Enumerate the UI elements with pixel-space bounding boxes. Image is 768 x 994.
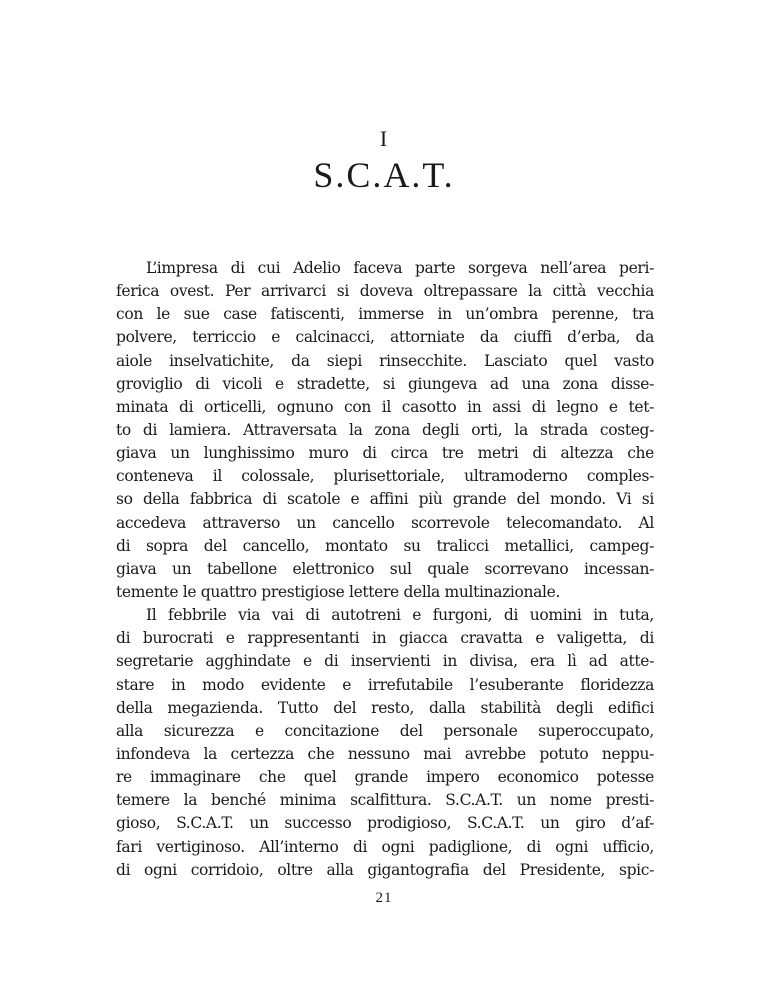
text-line: con le sue case fatiscenti, immerse in un’ombra perenne, tra — [116, 305, 654, 324]
page-number: 21 — [375, 890, 393, 906]
text-line: fari vertiginoso. All’interno di ogni padiglione, di ogni ufficio, — [116, 837, 654, 856]
text-line: temente le quattro prestigiose lettere della multinazionale. — [116, 582, 561, 601]
text-line: minata di orticelli, ognuno con il casotto in assi di legno e tet- — [116, 397, 654, 416]
chapter-number: I — [379, 126, 389, 151]
text-line: della megazienda. Tutto del resto, dalla stabilità degli edifici — [116, 698, 654, 717]
paragraph-1 — [116, 257, 654, 604]
text-line: groviglio di vicoli e stradette, si giungeva ad una zona disse- — [116, 374, 654, 393]
text-line: giava un lunghissimo muro di circa tre metri di altezza che — [116, 444, 654, 463]
text-line: infondeva la certezza che nessuno mai avrebbe potuto neppu- — [116, 744, 654, 763]
text-line: di ogni corridoio, oltre alla gigantografia del Presidente, spic- — [116, 860, 654, 879]
text-line: ferica ovest. Per arrivarci si doveva oltrepassare la città vecchia — [116, 282, 654, 301]
text-line: polvere, terriccio e calcinacci, attorniate da ciuffi d’erba, da — [116, 328, 654, 347]
text-line: segretarie agghindate e di inservienti in divisa, era lì ad atte- — [116, 652, 654, 671]
text-line: accedeva attraverso un cancello scorrevole telecomandato. Al — [116, 513, 654, 532]
text-line: aiole inselvatichite, da siepi rinsecchite. Lasciato quel vasto — [116, 351, 654, 370]
text-line: L’impresa di cui Adelio faceva parte sorgeva nell’area peri- — [146, 259, 654, 277]
text-line: giava un tabellone elettronico sul quale scorrevano incessan- — [116, 559, 654, 578]
text-line: conteneva il colossale, plurisettoriale, ultramoderno comples- — [116, 467, 654, 486]
text-line: so della fabbrica di scatole e affini più grande del mondo. Vi si — [116, 490, 654, 509]
text-line: temere la benché minima scalfittura. S.C.A.T. un nome presti- — [116, 791, 654, 810]
paragraph-2 — [116, 604, 654, 882]
body-text — [116, 257, 654, 882]
text-line: di burocrati e rappresentanti in giacca cravatta e valigetta, di — [116, 629, 654, 648]
text-line: re immaginare che quel grande impero economico potesse — [116, 768, 654, 787]
text-line: stare in modo evidente e irrefutabile l’esuberante floridezza — [116, 675, 654, 694]
text-line: di sopra del cancello, montato su tralicci metallici, campeg- — [116, 536, 654, 555]
text-line: alla sicurezza e concitazione del personale superoccupato, — [116, 721, 654, 740]
text-line: Il febbrile via vai di autotreni e furgoni, di uomini in tuta, — [146, 606, 654, 625]
chapter-title: S.C.A.T. — [313, 155, 455, 195]
text-line: to di lamiera. Attraversata la zona degli orti, la strada costeg- — [116, 420, 654, 439]
text-line: gioso, S.C.A.T. un successo prodigioso, S.C.A.T. un giro d’af- — [116, 814, 654, 833]
